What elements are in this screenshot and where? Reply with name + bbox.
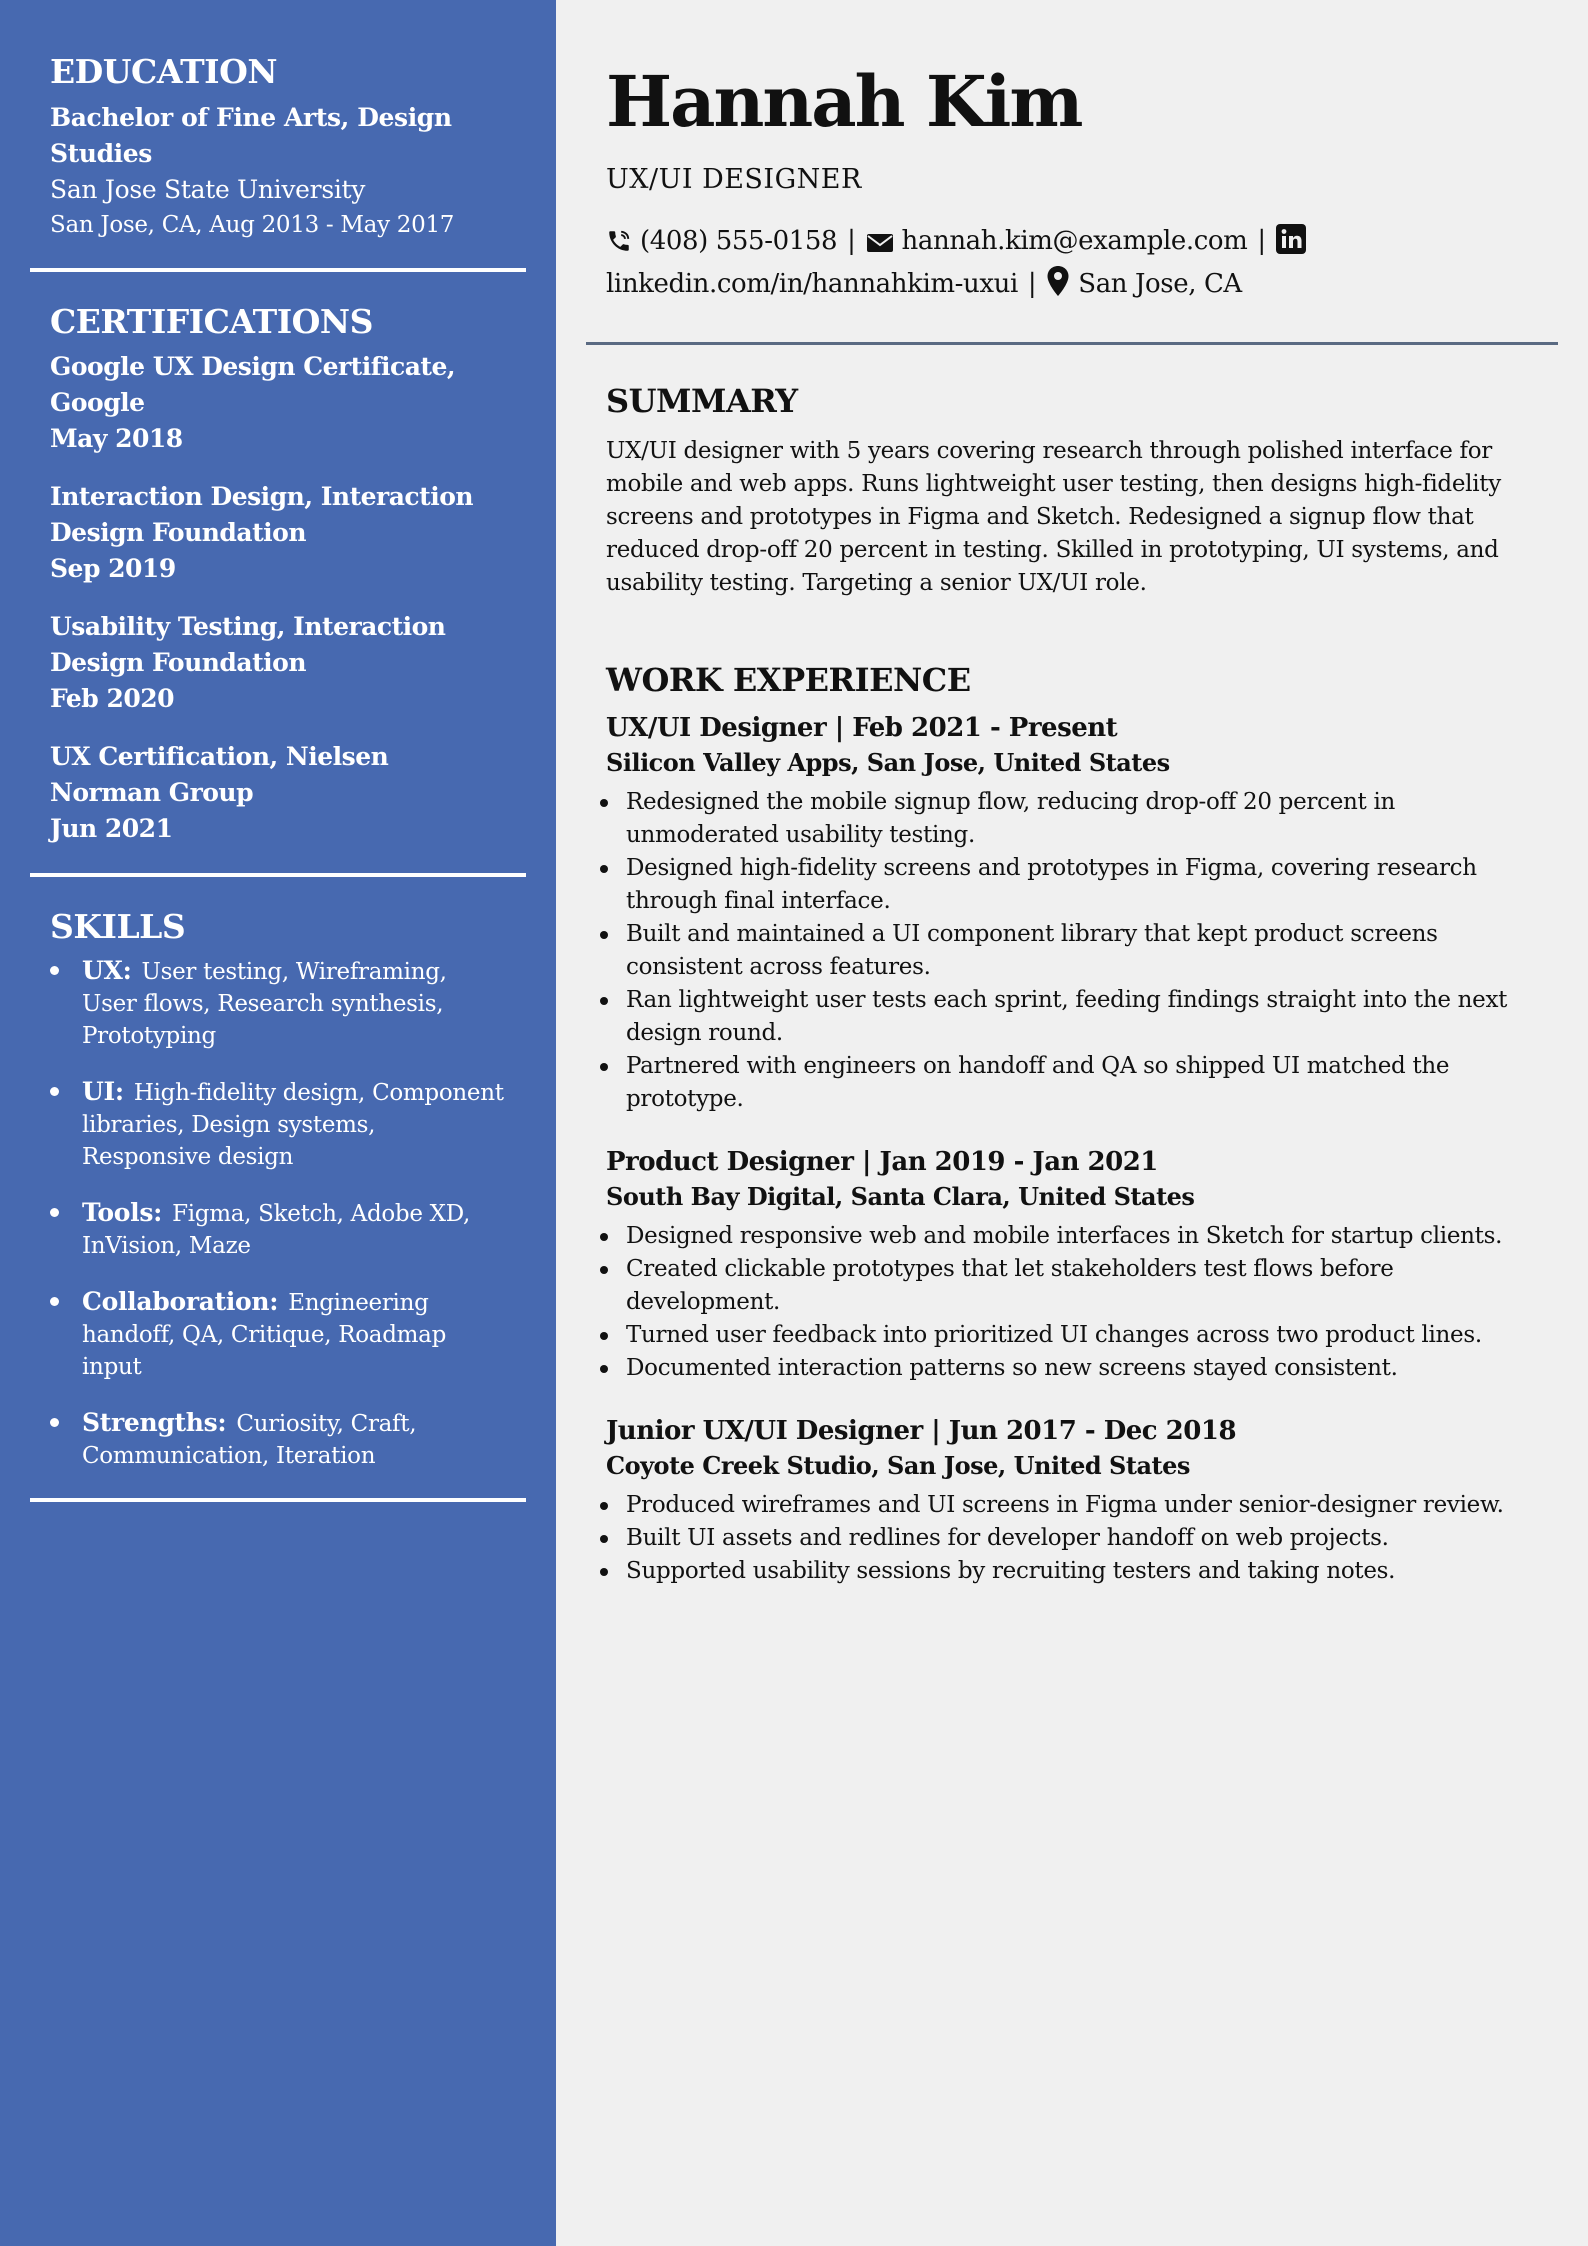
phone-icon: [606, 227, 632, 265]
job-bullet: Turned user feedback into prioritized UI changes across two product lines.: [606, 1319, 1538, 1352]
skill-item: [50, 1407, 506, 1472]
certification-name: UX Certification, Nielsen Norman Group: [50, 742, 389, 808]
certification-date: Jun 2021: [50, 814, 173, 844]
linkedin-icon: [1276, 224, 1306, 265]
job-entry: [606, 1413, 1538, 1588]
skills-section: [30, 907, 526, 1472]
job-title-dates: Junior UX/UI Designer | Jun 2017 - Dec 2018: [606, 1416, 1237, 1446]
certification-date: Sep 2019: [50, 554, 176, 584]
job-bullet: Designed responsive web and mobile interfaces in Sketch for startup clients.: [606, 1220, 1538, 1253]
certification-date: Feb 2020: [50, 684, 175, 714]
summary-section: [606, 381, 1538, 600]
skill-value: High-fidelity design, Component libraries, Design systems, Responsive design: [82, 1079, 504, 1170]
skill-name: UX:: [82, 955, 132, 985]
separator: |: [847, 226, 856, 256]
certification-date: May 2018: [50, 424, 183, 454]
education-degree: Bachelor of Fine Arts, Design Studies: [50, 102, 452, 168]
header-divider: [586, 342, 1558, 345]
skill-item: [50, 1286, 506, 1383]
location-text: San Jose, CA: [1078, 269, 1242, 299]
job-company: Silicon Valley Apps, San Jose, United States: [606, 748, 1170, 777]
experience-heading: WORK EXPERIENCE: [606, 661, 971, 699]
skill-name: Collaboration:: [82, 1286, 279, 1316]
skill-name: Strengths:: [82, 1407, 227, 1437]
skills-heading: SKILLS: [50, 907, 186, 947]
job-title-dates: Product Designer | Jan 2019 - Jan 2021: [606, 1147, 1158, 1177]
skill-value: Curiosity, Craft, Communication, Iteration: [82, 1410, 417, 1469]
job-title: UX/UI DESIGNER: [606, 164, 862, 195]
certification-item: [50, 739, 506, 847]
skill-item: [50, 955, 506, 1052]
education-school: San Jose State University: [50, 174, 366, 204]
separator: |: [1027, 269, 1037, 299]
skill-name: Tools:: [82, 1197, 163, 1227]
experience-section: [606, 660, 1538, 1588]
email-link[interactable]: hannah.kim@example.com: [901, 226, 1248, 256]
education-section: [30, 52, 526, 242]
main-content: [586, 0, 1558, 1588]
job-entry: [606, 1144, 1538, 1385]
certification-item: [50, 349, 506, 457]
sidebar: [0, 0, 556, 2246]
skill-name: UI:: [82, 1076, 124, 1106]
job-entry: [606, 710, 1538, 1116]
job-bullet: Produced wireframes and UI screens in Figma under senior-designer review.: [606, 1489, 1538, 1522]
skill-value: Engineering handoff, QA, Critique, Roadmap input: [82, 1289, 446, 1380]
sidebar-divider: [30, 268, 526, 272]
certification-name: Google UX Design Certificate, Google: [50, 352, 456, 418]
phone-number[interactable]: (408) 555-0158: [640, 226, 838, 256]
sidebar-divider: [30, 1498, 526, 1502]
certification-name: Interaction Design, Interaction Design Foundation: [50, 482, 474, 548]
certification-item: [50, 609, 506, 717]
skill-value: Figma, Sketch, Adobe XD, InVision, Maze: [82, 1200, 471, 1259]
certifications-heading: CERTIFICATIONS: [50, 301, 373, 341]
summary-text: UX/UI designer with 5 years covering research through polished interface for mobile and web apps. Runs lightweight user testing, then designs high-fidelity screens and prototypes in Figma and Sketch. Redesigned a signup flow that reduced drop-off 20 percent in testing. Skilled in prototyping, UI systems, and usability testing. Targeting a senior UX/UI role.: [606, 438, 1501, 596]
contact-line: [606, 222, 1538, 308]
candidate-name: Hannah Kim: [606, 60, 1082, 143]
job-bullet: Built and maintained a UI component library that kept product screens consistent across features.: [606, 918, 1538, 984]
job-bullet: Built UI assets and redlines for developer handoff on web projects.: [606, 1522, 1538, 1555]
job-company: South Bay Digital, Santa Clara, United States: [606, 1182, 1195, 1211]
certification-item: [50, 479, 506, 587]
education-meta: San Jose, CA, Aug 2013 - May 2017: [50, 211, 455, 238]
linkedin-link[interactable]: linkedin.com/in/hannahkim-uxui: [606, 269, 1018, 299]
job-bullet: Partnered with engineers on handoff and QA so shipped UI matched the prototype.: [606, 1050, 1538, 1116]
skill-item: [50, 1197, 506, 1262]
education-heading: EDUCATION: [50, 52, 278, 91]
certification-name: Usability Testing, Interaction Design Foundation: [50, 612, 446, 678]
job-bullets: [606, 786, 1538, 1116]
skill-value: User testing, Wireframing, User flows, Research synthesis, Prototyping: [82, 958, 447, 1049]
job-bullet: Redesigned the mobile signup flow, reducing drop-off 20 percent in unmoderated usability testing.: [606, 786, 1538, 852]
job-title-dates: UX/UI Designer | Feb 2021 - Present: [606, 713, 1118, 743]
sidebar-divider: [30, 873, 526, 877]
job-company: Coyote Creek Studio, San Jose, United States: [606, 1451, 1190, 1480]
job-bullets: [606, 1489, 1538, 1588]
job-bullet: Created clickable prototypes that let stakeholders test flows before development.: [606, 1253, 1538, 1319]
certifications-section: [30, 302, 526, 848]
job-bullets: [606, 1220, 1538, 1385]
job-bullet: Ran lightweight user tests each sprint, feeding findings straight into the next design round.: [606, 984, 1538, 1050]
separator: |: [1257, 226, 1266, 256]
email-icon: [866, 227, 894, 265]
job-bullet: Supported usability sessions by recruiting testers and taking notes.: [606, 1555, 1538, 1588]
skill-item: [50, 1076, 506, 1173]
location-pin-icon: [1046, 265, 1070, 308]
summary-heading: SUMMARY: [606, 382, 798, 420]
job-bullet: Designed high-fidelity screens and prototypes in Figma, covering research through final interface.: [606, 852, 1538, 918]
skills-list: [50, 955, 506, 1472]
job-bullet: Documented interaction patterns so new screens stayed consistent.: [606, 1352, 1538, 1385]
